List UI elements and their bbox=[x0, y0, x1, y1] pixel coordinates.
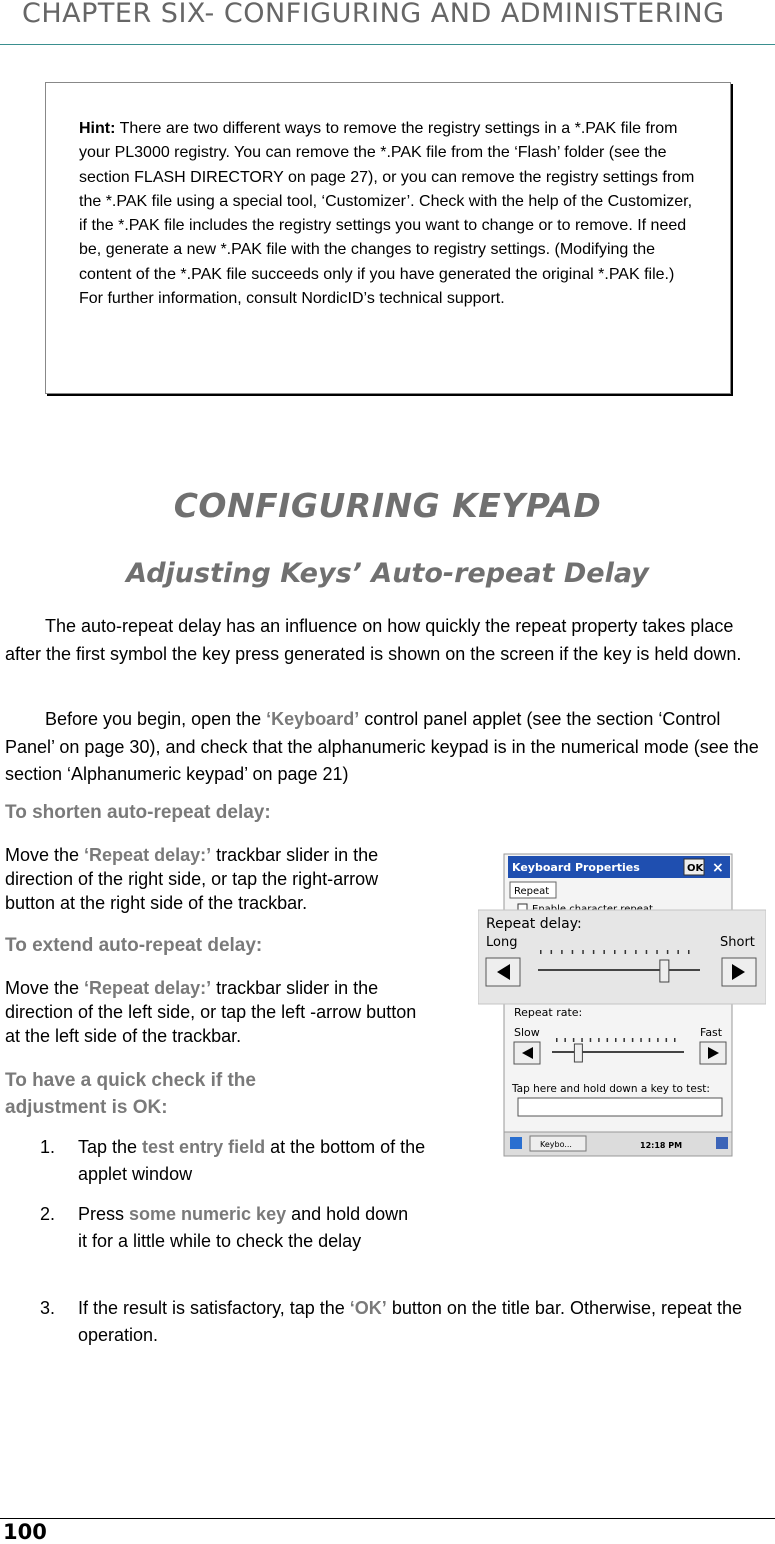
slider-tick bbox=[656, 950, 658, 954]
slider-tick bbox=[667, 950, 669, 954]
slider-tick bbox=[615, 1038, 617, 1042]
slider-tick bbox=[590, 1038, 592, 1042]
list-text-b: button on the title bar. Otherwise, repeat the operation. bbox=[78, 1298, 743, 1345]
extend-text-a: Move the bbox=[5, 978, 85, 998]
fast-label: Fast bbox=[700, 1026, 723, 1039]
tab-repeat-label: Repeat bbox=[514, 886, 550, 897]
list-item bbox=[40, 1134, 440, 1194]
delay-ticks bbox=[540, 950, 690, 954]
page-number: 100 bbox=[3, 1520, 47, 1544]
slider-tick bbox=[607, 1038, 609, 1042]
hint-box bbox=[45, 82, 731, 394]
window-title: Keyboard Properties bbox=[512, 861, 640, 874]
repeat-rate-label: Repeat rate: bbox=[514, 1006, 583, 1019]
ok-label: OK bbox=[687, 863, 704, 874]
list-number: 3. bbox=[40, 1298, 56, 1318]
keyboard-properties-screenshot bbox=[478, 852, 766, 1162]
hint-label: Hint: bbox=[79, 120, 116, 137]
slider-tick bbox=[603, 950, 605, 954]
shorten-highlight: ‘Repeat delay:’ bbox=[84, 845, 212, 865]
extend-highlight: ‘Repeat delay:’ bbox=[84, 978, 212, 998]
list-item bbox=[40, 1295, 770, 1355]
slider-tick bbox=[640, 1038, 642, 1042]
extend-paragraph bbox=[5, 976, 425, 1048]
slider-tick bbox=[593, 950, 595, 954]
slider-tick bbox=[649, 1038, 651, 1042]
delay-slider-thumb[interactable] bbox=[660, 960, 669, 982]
slider-tick bbox=[632, 1038, 634, 1042]
list-number: 2. bbox=[40, 1204, 56, 1224]
taskbar-item-label: Keybo... bbox=[540, 1140, 572, 1149]
intro-paragraph-1 bbox=[5, 613, 773, 668]
slider-tick bbox=[674, 1038, 676, 1042]
short-label: Short bbox=[720, 935, 755, 950]
keyboard-highlight: ‘Keyboard’ bbox=[266, 709, 360, 729]
slider-tick bbox=[551, 950, 553, 954]
slider-tick bbox=[564, 1038, 566, 1042]
slider-tick bbox=[688, 950, 690, 954]
slider-tick bbox=[581, 1038, 583, 1042]
repeat-delay-label: Repeat delay: bbox=[486, 916, 582, 932]
hint-body: There are two different ways to remove the registry settings in a *.PAK file from your PL3000 registry. You can remove the *.PAK file from the ‘Flash’ folder (see the section FLASH DIRECTORY on page 27), or you can remove the registry settings from the *.PAK file using a special tool, ‘Customizer’. Check with the help of the Customizer, if the *.PAK file includes the registry settings you want to change or to remove. If need be, generate a new *.PAK file with the changes to registry settings. (Modifying the content of the *.PAK file succeeds only if you have generated the original *.PAK file.) For further information, consult NordicID’s technical support. bbox=[79, 120, 695, 308]
intro-p1-text: The auto-repeat delay has an influence on how quickly the repeat property takes place after the first symbol the key press generated is shown on the screen if the key is held down. bbox=[5, 616, 742, 664]
extend-text-b: trackbar slider in the direction of the left side, or tap the left -arrow button at the left side of the trackbar. bbox=[5, 978, 417, 1046]
rate-ticks bbox=[556, 1038, 676, 1042]
keyboard-tray-icon[interactable] bbox=[716, 1137, 728, 1149]
intro-p2-text-a: Before you begin, open the bbox=[45, 709, 267, 729]
start-icon[interactable] bbox=[510, 1137, 522, 1149]
page-header bbox=[0, 0, 775, 45]
extend-heading: To extend auto-repeat delay: bbox=[5, 935, 263, 956]
slider-tick bbox=[561, 950, 563, 954]
intro-p2-text-b: control panel applet (see the section ‘Control Panel’ on page 30), and check that the alphanumeric keypad is in the numerical mode (see the section ‘Alphanumeric keypad’ on page 21) bbox=[5, 709, 759, 784]
slider-tick bbox=[573, 1038, 575, 1042]
test-label: Tap here and hold down a key to test: bbox=[512, 1083, 710, 1095]
slider-tick bbox=[625, 950, 627, 954]
clock: 12:18 PM bbox=[640, 1141, 683, 1150]
slider-tick bbox=[623, 1038, 625, 1042]
close-icon[interactable]: × bbox=[712, 860, 724, 876]
test-entry-field[interactable] bbox=[518, 1098, 722, 1116]
list-text-b: at the bottom of the applet window bbox=[78, 1137, 426, 1184]
slider-tick bbox=[657, 1038, 659, 1042]
list-item bbox=[40, 1201, 440, 1283]
list-highlight: ‘OK’ bbox=[349, 1298, 387, 1318]
slider-tick bbox=[646, 950, 648, 954]
section-title: CONFIGURING KEYPAD bbox=[173, 486, 602, 525]
list-text-a: Press bbox=[78, 1204, 130, 1224]
intro-paragraph-2 bbox=[5, 706, 773, 789]
shorten-text-b: trackbar slider in the direction of the right side, or tap the right-arrow button at the right side of the trackbar. bbox=[5, 845, 379, 913]
check-heading: To have a quick check if the adjustment is OK: bbox=[5, 1070, 256, 1118]
shorten-heading: To shorten auto-repeat delay: bbox=[5, 802, 271, 823]
list-number: 1. bbox=[40, 1137, 56, 1157]
footer-rule bbox=[0, 1518, 775, 1519]
list-text bbox=[78, 1134, 438, 1188]
rate-slider-thumb[interactable] bbox=[574, 1044, 582, 1062]
shorten-paragraph bbox=[5, 843, 425, 915]
slider-tick bbox=[556, 1038, 558, 1042]
section-subtitle: Adjusting Keys’ Auto-repeat Delay bbox=[126, 558, 649, 589]
slider-tick bbox=[666, 1038, 668, 1042]
list-text-a: If the result is satisfactory, tap the bbox=[78, 1298, 350, 1318]
slider-tick bbox=[614, 950, 616, 954]
list-text bbox=[78, 1295, 773, 1349]
slider-tick bbox=[582, 950, 584, 954]
list-highlight: test entry field bbox=[142, 1137, 266, 1157]
slider-tick bbox=[598, 1038, 600, 1042]
hint-text bbox=[79, 117, 699, 311]
slider-tick bbox=[572, 950, 574, 954]
list-text-a: Tap the bbox=[78, 1137, 143, 1157]
chapter-title: CHAPTER SIX- CONFIGURING AND ADMINISTERING bbox=[22, 0, 725, 29]
slider-tick bbox=[540, 950, 542, 954]
slider-tick bbox=[635, 950, 637, 954]
list-highlight: some numeric key bbox=[129, 1204, 287, 1224]
list-text bbox=[78, 1201, 418, 1255]
slider-tick bbox=[677, 950, 679, 954]
slow-label: Slow bbox=[514, 1026, 540, 1039]
list-text-b: and hold down it for a little while to check the delay bbox=[78, 1204, 409, 1251]
shorten-text-a: Move the bbox=[5, 845, 85, 865]
long-label: Long bbox=[486, 935, 518, 950]
